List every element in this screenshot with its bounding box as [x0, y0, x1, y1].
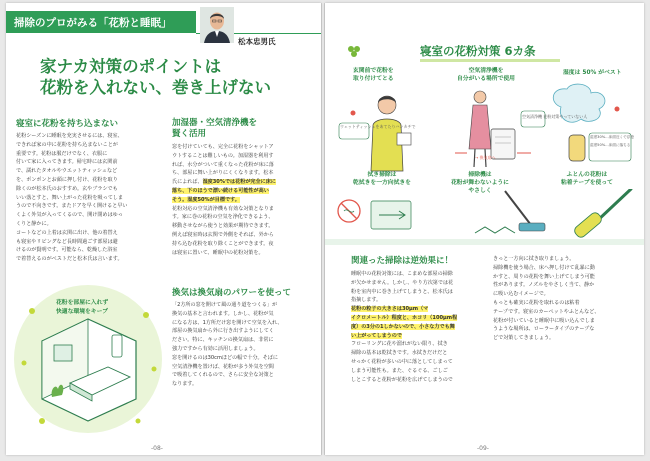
section-heading-humidifier-2: 賢く活用: [172, 129, 207, 139]
body-line: どで対策してきましょう。: [493, 335, 555, 342]
body-line: [172, 196, 314, 205]
body-line: 「2方所の窓を開けて風の通り道をつくる」が: [172, 302, 278, 308]
rule-6-line1: ふとんの花粉は: [566, 172, 608, 178]
section-body-humidifier: [172, 143, 314, 257]
rule-5-line2: 花粉が舞わないように: [451, 180, 509, 186]
body-line: 重要です。花粉は服だけでなく、衣服に: [16, 150, 108, 157]
body-line: もっとも確実に花粉を取れるのは粘着: [493, 299, 580, 306]
body-line: 粉を室内中に巻き上げてしまうと、松本氏は: [351, 288, 453, 295]
body-line: [351, 332, 487, 341]
rules-row2-illustrations: [335, 189, 635, 239]
body-line: になる方は、1方所だけ窓を開けて空気を入れ、: [172, 319, 283, 326]
section-body-ventilation: [172, 301, 314, 389]
body-line: くよく外気が入ってくるので、開け閉めはゆっ: [16, 212, 123, 219]
highlight-particle: 度）の3分の1しかないので、小さな力でも舞: [351, 323, 455, 330]
body-line: で吸着してくれるので、さらに安全な対策と: [172, 372, 274, 379]
body-line: 花粉対応の空気清浄機も有効な対策となりま: [172, 205, 274, 212]
body-line: いい落とすと、舞い上がった花粉を吸ってしま: [16, 194, 123, 201]
body-line: 換気の基本と言われます。しかし、花粉が気: [172, 310, 274, 317]
author-portrait: [200, 7, 234, 43]
rule-2-line2: 自分がいる場所で使用: [457, 76, 515, 82]
body-line: [172, 178, 314, 187]
body-line: も寝室やリビングなど長時間過ごす部屋は避: [16, 238, 118, 245]
section-body-no-pollen: [16, 132, 166, 264]
rule-6-caption: [561, 171, 613, 187]
body-line: 掃除の基本は乾拭きです。水拭きだけだと: [351, 350, 448, 357]
body-line: しまう可能性も。また、ぐるぐる、ごしご: [351, 367, 448, 374]
woman-purifier: [455, 91, 545, 167]
arrow-label: → 換気扇へ: [475, 155, 496, 160]
highlight-humidity: そう。湿度50%が目標です。: [172, 196, 240, 203]
body-line: が欠かせません。しかし、やり方次第では花: [351, 279, 454, 286]
body-line: きっと一方向に拭き取りましょう。: [493, 256, 575, 262]
highlight-humidity: 落ち、下のほうで漂い続ける可能性が高い: [172, 187, 269, 194]
body-line: ち、部屋に舞い上がりにくくなります。松本: [172, 170, 274, 177]
body-line: 掃除機を使う場合、床へ押し付けて乱暴に動: [493, 264, 595, 271]
man-wiping-coat: [339, 96, 411, 171]
page-number-left: -08-: [151, 445, 163, 452]
left-page: [6, 3, 321, 455]
body-line: コートなどの上着は玄関に出け、他の着替え: [16, 229, 118, 236]
vacuum-cleaner: [475, 191, 545, 233]
body-line: うので不向きです。またドアを早く開けると早い: [16, 203, 128, 210]
humid-note-30: 湿度30%…床面近くで浮遊: [590, 135, 634, 139]
body-line: は寝室に置いて、睡眠中の花粉対策を。: [172, 249, 264, 256]
rule-5-line3: やさしく: [468, 188, 492, 194]
bedroom-illustration: [12, 271, 167, 441]
body-line: 例えば寝室時は玄関で外側をそれば、外から: [172, 231, 274, 238]
header-title: 掃除のプロがみる「花粉と睡眠」: [14, 17, 172, 29]
section-heading-no-pollen: 寝室に花粉を持ち込まない: [16, 119, 119, 129]
body-line: す。家に巻の花粉の空気を浄化できるよう、: [172, 214, 274, 221]
section-heading-cleaning: 関連った掃除は逆効果に！: [351, 256, 454, 266]
body-line: ださい。特に、キッチンの換気扇は、非常に: [172, 337, 274, 344]
body-line: 強力ですから有効に活用しましょう。: [172, 345, 259, 352]
humid-note-50: 湿度50%…床面に落ちる: [590, 143, 631, 147]
body-line: けるのが賢明です。可能なら、乾燥した浴室: [16, 247, 118, 254]
six-rules-title: 寝室の花粉対策 6カ条: [420, 44, 536, 58]
body-line: で着替えるのがベストだと松本氏は言います。: [16, 256, 123, 263]
body-line: くりと静かに。: [16, 220, 52, 227]
body-line: 睡眠中の花粉対策には、こまめな部屋の掃除: [351, 271, 453, 277]
body-line: [351, 314, 487, 323]
body-line: 除くのが松本氏のおすすめ。玄やブラシでも: [16, 185, 118, 192]
body-line: かすと、周りの花粉を舞い上げてしまう可能: [493, 273, 595, 280]
title-underline: [420, 59, 560, 62]
body-line: できれば家の中に花粉を持ち込まないことが: [16, 141, 118, 148]
body-line: 指摘します。: [351, 297, 382, 304]
body-line: 移動させながら使うと効果が期待できます。: [172, 223, 274, 230]
section-body-cleaning-left: [351, 270, 487, 384]
body-line: で、濡れたタオルやウエットティッシュなど: [16, 168, 118, 175]
rule-1-caption: [353, 67, 394, 83]
highlight-particle: 花粉の粒子の大きさは30μm（マ: [351, 306, 429, 313]
tissue-note: ウェットティッシュをあてたりハンカチで: [340, 124, 416, 129]
body-line: うような場所は、ローラータイプのテープな: [493, 326, 595, 333]
body-line: 空気清浄機を置けば、花粉が多う外気を空間: [172, 363, 274, 370]
body-line: なります。: [172, 381, 198, 388]
rule-5-line1: 掃除機は: [468, 172, 492, 178]
section-heading-ventilation: 換気は換気扇のパワーを使って: [172, 288, 292, 298]
rule-4-line2: 乾拭きを一方向拭きを: [353, 180, 411, 186]
main-title-line1: 家ナカ対策のポイントは: [40, 57, 222, 76]
rule-4-caption: [353, 171, 411, 187]
rule-6-line2: 粘着テープを使って: [561, 180, 613, 186]
rule-2-line1: 空気清浄機を: [468, 68, 504, 74]
body-line: 性があります。ノズルをやさしく当て、静か: [493, 282, 595, 289]
body-line: ウトすることは難しいもの。加湿器を利用す: [172, 152, 274, 159]
highlight-particle: い上がってしまうので: [351, 332, 402, 339]
lint-roller: [573, 189, 631, 239]
body-line: 花粉が付いていると睡眠中に吸い込んでしま: [493, 317, 595, 324]
page-number-right: -09-: [477, 445, 489, 452]
body-line: [172, 187, 314, 196]
right-page: [325, 3, 644, 455]
body-line: せっかく花粉が多いの中に落としてしまって: [351, 358, 453, 365]
rule-1-line2: 取り付けてとる: [353, 76, 394, 82]
body-line: [351, 323, 487, 332]
body-line: 窓を付けていても、完全に花粉をシャットア: [172, 144, 274, 150]
purifier-note: 空気清浄機 花粉対策やっていない人: [522, 114, 588, 119]
callout-line1: 花粉を部屋に入れず: [56, 300, 109, 306]
body-line: 窓を開けるのは30cmほどの幅で十分。そばに: [172, 354, 278, 361]
section-heading-humidifier-1: 加湿器・空気清浄機を: [172, 118, 258, 128]
body-line: 持ち込む花粉を取り除くことができます。夜: [172, 240, 274, 247]
author-name: 松本忠男氏: [238, 37, 276, 46]
body-line: に吸い込むイメージで。: [493, 291, 549, 298]
body-line: 付いて家に入ってきます。帰宅時には玄関前: [16, 159, 118, 166]
wipe-ng: [338, 200, 411, 229]
body-line: を、ポンポンとお顔に押し付け、花粉を取り: [16, 176, 118, 183]
body-line: しとこすると花粉が花粉を広げてしまうので: [351, 376, 453, 383]
body-line: れば、水分がついて重くなった花粉が床に落: [172, 161, 274, 168]
rule-4-line1: 拭き掃除は: [367, 172, 397, 178]
section-separator: [325, 239, 644, 245]
main-title-line2: 花粉を入れない、巻き上げない: [40, 78, 271, 97]
body-line: フローリングに花や溜れがない限り、拭き: [351, 341, 448, 348]
humidifier: [553, 84, 631, 161]
body-line: [351, 305, 487, 314]
rule-2-caption: [457, 67, 515, 83]
clover-icon: [347, 45, 361, 57]
rule-1-line1: 玄関前で花粉を: [353, 68, 394, 74]
body-line: 花粉シーズンに睡眠を充実させるには、寝室、: [16, 133, 123, 139]
highlight-humidity: 湿度30%では花粉が完全に床に: [202, 179, 276, 186]
rule-3-caption: 湿度は 50% がベスト: [563, 70, 622, 76]
section-body-cleaning-right: [493, 255, 633, 343]
body-line: 部屋の換気扇から外に行き出すようにしてく: [172, 328, 274, 335]
body-text: 氏によれば、: [172, 179, 203, 186]
body-line: テープです。寝室のカーペットやふとんなど、: [493, 308, 600, 315]
callout-line2: 快適な環境をキープ: [56, 309, 108, 315]
highlight-particle: イクロメートル）程度と、ホコリ（100μm程: [351, 314, 458, 321]
